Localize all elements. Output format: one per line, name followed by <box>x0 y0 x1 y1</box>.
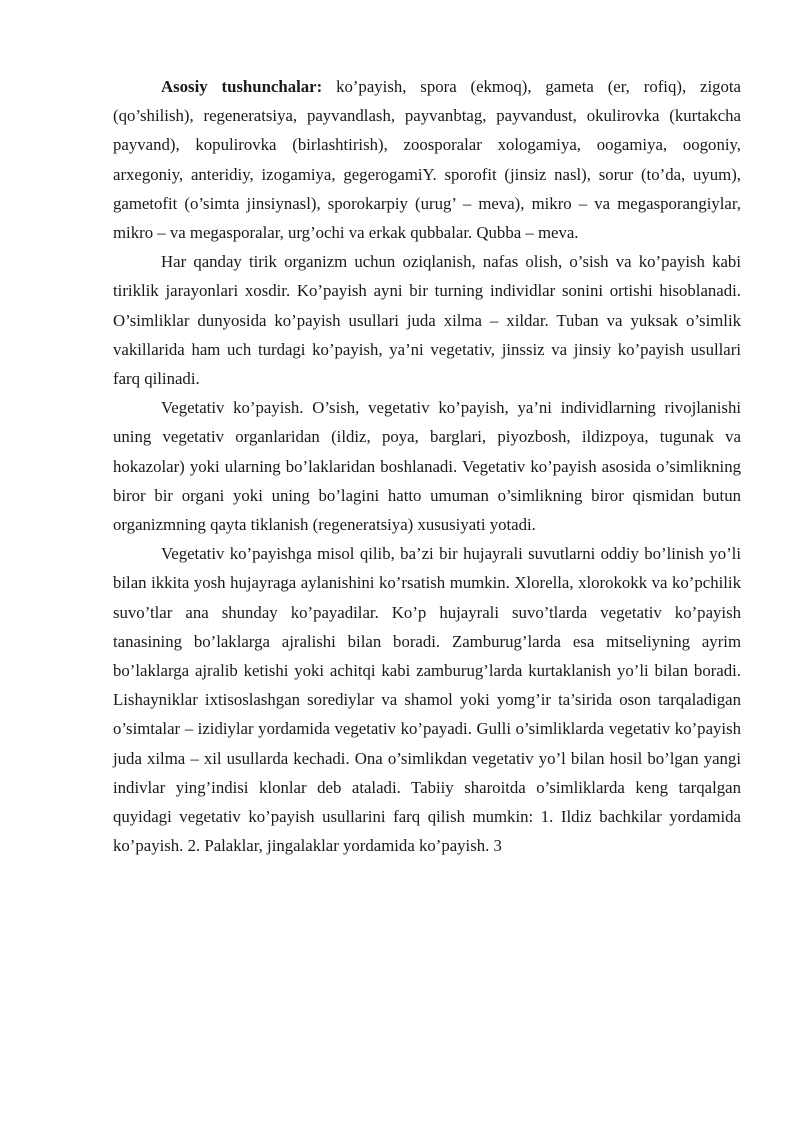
paragraph-reproduction-intro: Har qanday tirik organizm uchun oziqlanish, nafas olish, o’sish va ko’payish kabi tiriklik jarayonlari xosdir. Ko’payish ayni bir turning individlar sonini ortishi hisoblanadi. O’simliklar dunyosida ko’payish usullari juda xilma – xildar. Tuban va yuksak o’simlik vakillarida ham uch turdagi ko’payish, ya’ni vegetativ, jinssiz va jinsiy ko’payish usullari farq qilinadi. <box>113 252 741 389</box>
document-body <box>113 72 741 860</box>
key-concepts-text: ko’payish, spora (ekmoq), gameta (er, rofiq), zigota (qo’shilish), regeneratsiya, payvandlash, payvanbtag, payvandust, okulirovka (kurtakcha payvand), kopulirovka (birlashtirish), zoosporalar xologamiya, oogamiya, oogoniy, arxegoniy, anteridiy, izogamiya, gegerogamiY. sporofit (jinsiz nasl), sorur (to’da, uyum), gametofit (o’simta jinsiynasl), sporokarpiy (urug’ – meva), mikro – va megasporangiylar, mikro – va megasporalar, urg’ochi va erkak qubbalar. Qubba – meva. <box>113 77 741 243</box>
paragraph-vegetative-examples: Vegetativ ko’payishga misol qilib, ba’zi bir hujayrali suvutlarni oddiy bo’linish yo’li bilan ikkita yosh hujayraga aylanishini ko’rsatish mumkin. Xlorella, xlorokokk va ko’pchilik suvo’tlar ana shunday ko’payadilar. Ko’p hujayrali suvo’tlarda vegetativ ko’payish tanasining bo’laklarga ajralishi bilan boradi. Zamburug’larda esa mitseliyning ayrim bo’laklarga ajralib ketishi yoki achitqi kabi zamburug’larda kurtaklanish yo’li bilan boradi. Lishayniklar ixtisoslashgan sorediylar va shamol yoki yomg’ir ta’sirida oson tarqaladigan o’simtalar – izidiylar yordamida vegetativ ko’payadi. Gulli o’simliklarda vegetativ ko’payish juda xilma – xil usullarda kechadi. Ona o’simlikdan vegetativ yo’l bilan hosil bo’lgan yangi indivlar ying’indisi klonlar deb ataladi. Tabiiy sharoitda o’simliklarda keng tarqalgan quyidagi vegetativ ko’payish usullarini farq qilish mumkin: 1. Ildiz bachkilar yordamida ko’payish. 2. Palaklar, jingalaklar yordamida ko’payish. 3 <box>113 544 741 856</box>
key-concepts-heading: Asosiy tushunchalar: <box>161 77 323 96</box>
paragraph-key-concepts <box>113 72 741 247</box>
paragraph-vegetative-reproduction: Vegetativ ko’payish. O’sish, vegetativ ko’payish, ya’ni individlarning rivojlanishi uning vegetativ organlaridan (ildiz, poya, barglari, piyozbosh, ildizpoya, tugunak va hokazolar) yoki ularning bo’laklaridan boshlanadi. Vegetativ ko’payish asosida o’simlikning biror bir organi yoki uning bo’lagini hatto umuman o’simlikning biror qismidan butun organizmning qayta tiklanish (regeneratsiya) xususiyati yotadi. <box>113 398 741 535</box>
